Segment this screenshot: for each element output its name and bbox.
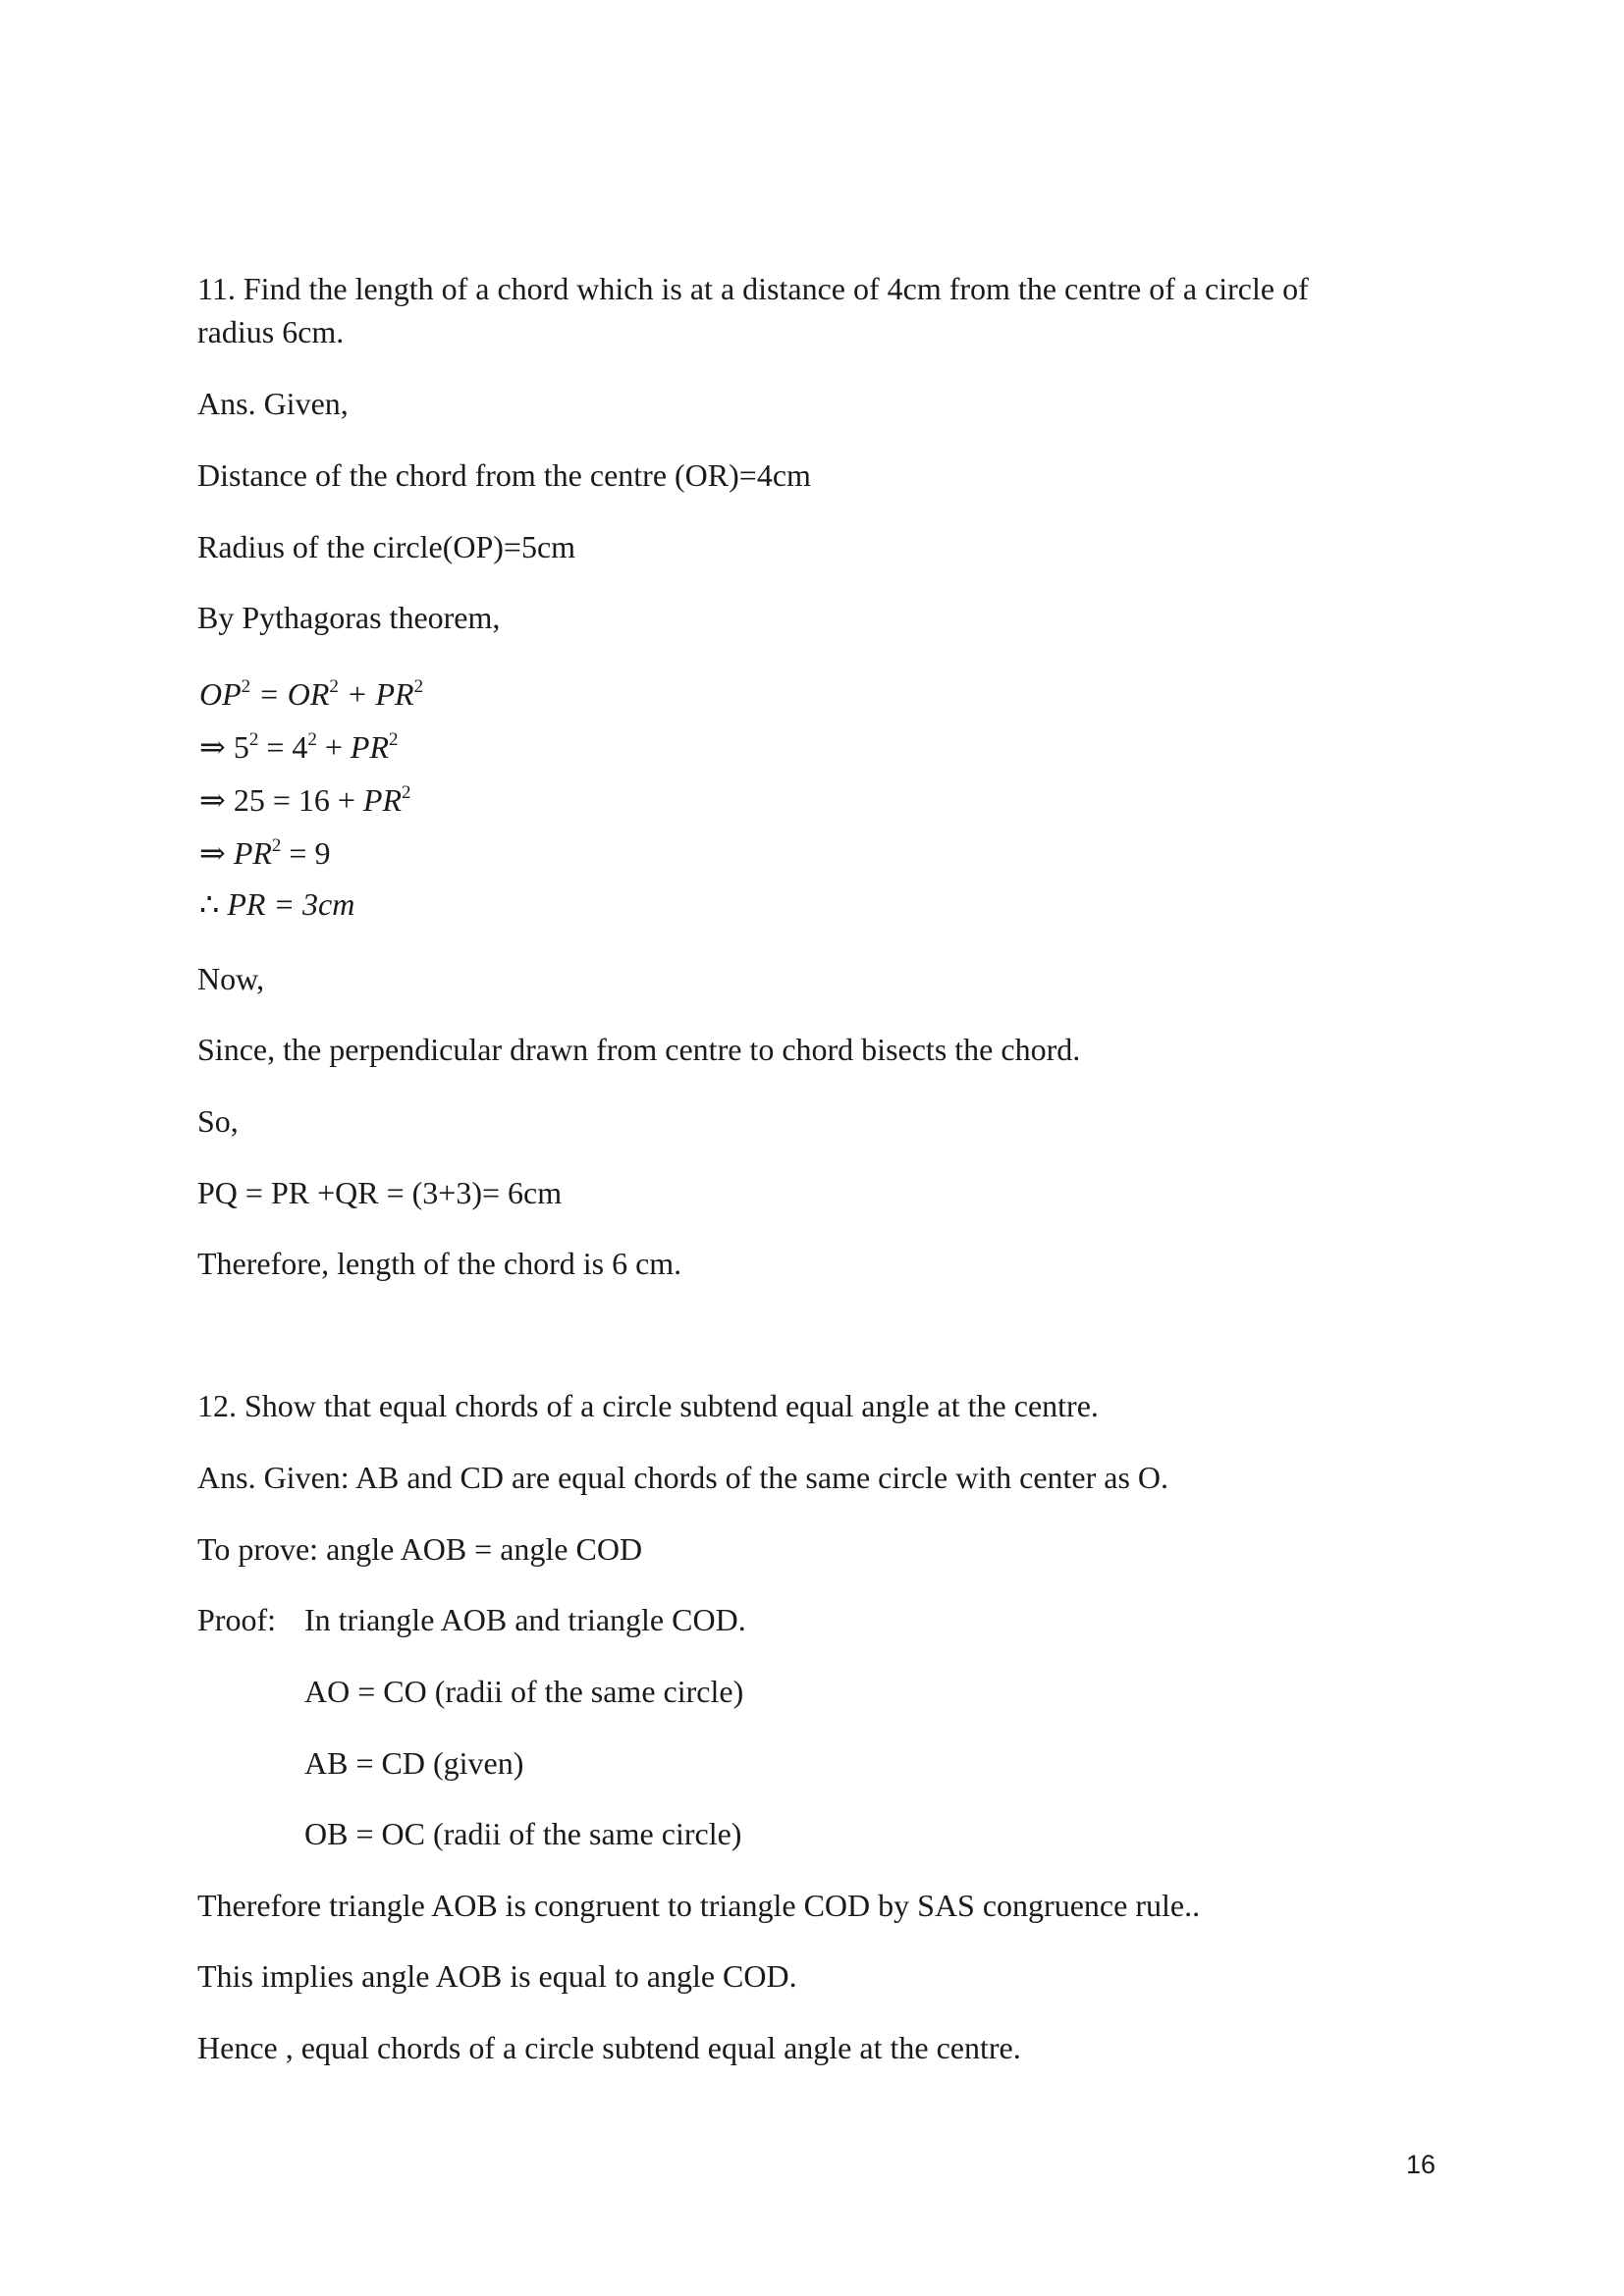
q12-question: 12. Show that equal chords of a circle subtend equal angle at the centre. [197,1388,1099,1423]
equation-5: ∴ PR = 3cm [199,886,355,922]
q12-hence: Hence , equal chords of a circle subtend equal angle at the centre. [197,2030,1021,2065]
q11-now: Now, [197,961,265,996]
therefore-symbol: ∴ [199,886,220,922]
q11-distance: Distance of the chord from the centre (OR)=4cm [197,457,811,493]
q11-radius: Radius of the circle(OP)=5cm [197,529,576,564]
implies-symbol: ⇒ [199,782,226,818]
q12-proof-label: Proof: [197,1602,276,1637]
q12-step-2: AB = CD (given) [304,1745,524,1781]
equation-4: ⇒ $PR^2 = 9$ [199,835,331,871]
q11-question-line-1: 11. Find the length of a chord which is at a distance of 4cm from the centre of a circle of [197,271,1309,306]
equation-2: ⇒ $5^2 = 4^2 + PR^2$ [199,729,399,765]
q12-to-prove: To prove: angle AOB = angle COD [197,1531,643,1567]
q12-proof-intro: In triangle AOB and triangle COD. [304,1602,746,1637]
implies-symbol: ⇒ [199,835,226,871]
q12-given: Ans. Given: AB and CD are equal chords of the same circle with center as O. [197,1460,1169,1495]
q12-step-1: AO = CO (radii of the same circle) [304,1674,744,1709]
page-number: 16 [1406,2150,1436,2179]
q11-pythagoras: By Pythagoras theorem, [197,600,501,635]
implies-symbol: ⇒ [199,729,226,765]
equation-3: ⇒ $25 = 16 + PR^2$ [199,782,411,818]
equation-1: $OP^2 = OR^2 + PR^2$ [199,676,424,712]
q11-question-line-2: radius 6cm. [197,314,345,349]
q12-step-3: OB = OC (radii of the same circle) [304,1816,742,1851]
q11-conclusion: Therefore, length of the chord is 6 cm. [197,1246,682,1281]
q11-so: So, [197,1103,239,1139]
q11-answer-given: Ans. Given, [197,386,349,421]
q11-since: Since, the perpendicular drawn from centre to chord bisects the chord. [197,1032,1081,1067]
q11-pq: PQ = PR +QR = (3+3)= 6cm [197,1175,563,1210]
q12-congruent: Therefore triangle AOB is congruent to triangle COD by SAS congruence rule.. [197,1888,1201,1923]
q12-implies: This implies angle AOB is equal to angle COD. [197,1958,797,1994]
